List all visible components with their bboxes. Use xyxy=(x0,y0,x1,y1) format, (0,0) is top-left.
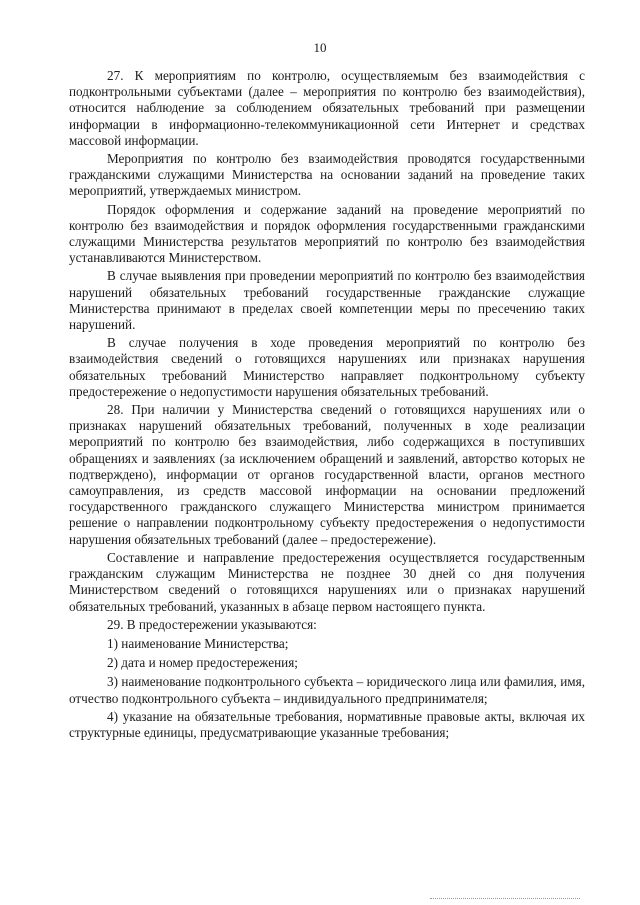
list-item-4: 4) указание на обязательные требования, нормативные правовые акты, включая их структурные единицы, предусматривающие указанные требования; xyxy=(69,708,585,740)
paragraph-27: 27. К мероприятиям по контролю, осуществляемым без взаимодействия с подконтрольными субъектами (далее – мероприятия по контролю без взаимодействия), относится наблюдение за соблюдением обязательных требований при размещении информации в информационно-телекоммуникационной сети Интернет и средствах массовой информации. xyxy=(69,68,585,148)
paragraph-28-2: Составление и направление предостережения осуществляется государственным гражданским служащим Министерства не позднее 30 дней со дня получения Министерством сведений о готовящихся нарушениях или о признаках нарушений обязательных требований, указанных в абзаце первом настоящего пункта. xyxy=(69,549,585,614)
list-item-3: 3) наименование подконтрольного субъекта – юридического лица или фамилия, имя, отчество подконтрольного субъекта – индивидуального предпринимателя; xyxy=(69,674,585,706)
scan-edge-mark xyxy=(430,898,580,899)
paragraph-27-2: Мероприятия по контролю без взаимодействия проводятся государственными гражданскими служащими Министерства на основании заданий на проведение таких мероприятий, утверждаемых министром. xyxy=(69,151,585,199)
list-item-1: 1) наименование Министерства; xyxy=(107,635,289,651)
paragraph-27-3: Порядок оформления и содержание заданий на проведение мероприятий по контролю без взаимодействия и порядок оформления государственными гражданскими служащими Министерства результатов мероприятий по контролю без взаимодействия устанавливаются Министерством. xyxy=(69,201,585,266)
paragraph-27-4: В случае выявления при проведении мероприятий по контролю без взаимодействия нарушений обязательных требований государственные гражданские служащие Министерства принимают в пределах своей компетенции меры по пресечению таких нарушений. xyxy=(69,268,585,333)
page-number: 10 xyxy=(313,40,327,55)
document-body xyxy=(69,68,585,743)
list-item-2: 2) дата и номер предостережения; xyxy=(107,655,298,671)
paragraph-27-5: В случае получения в ходе проведения мероприятий по контролю без взаимодействия сведений о готовящихся нарушениях или признаках нарушения обязательных требований Министерство направляет подконтрольному субъекту предостережение о недопустимости нарушения обязательных требований. xyxy=(69,335,585,399)
paragraph-28: 28. При наличии у Министерства сведений о готовящихся нарушениях или о признаках нарушений обязательных требований, полученных в ходе реализации мероприятий по контролю без взаимодействия, либо содержащихся в поступивших обращениях и заявлениях (за исключением обращений и заявлений, авторство которых не подтверждено), информации от органов государственной власти, органов местного самоуправления, из средств массовой информации на основании предложений государственного гражданского служащего Министерства министром принимается решение о направлении подконтрольному субъекту предостережения о недопустимости нарушения обязательных требований (далее – предостережение). xyxy=(69,402,585,547)
paragraph-29: 29. В предостережении указываются: xyxy=(107,616,317,632)
